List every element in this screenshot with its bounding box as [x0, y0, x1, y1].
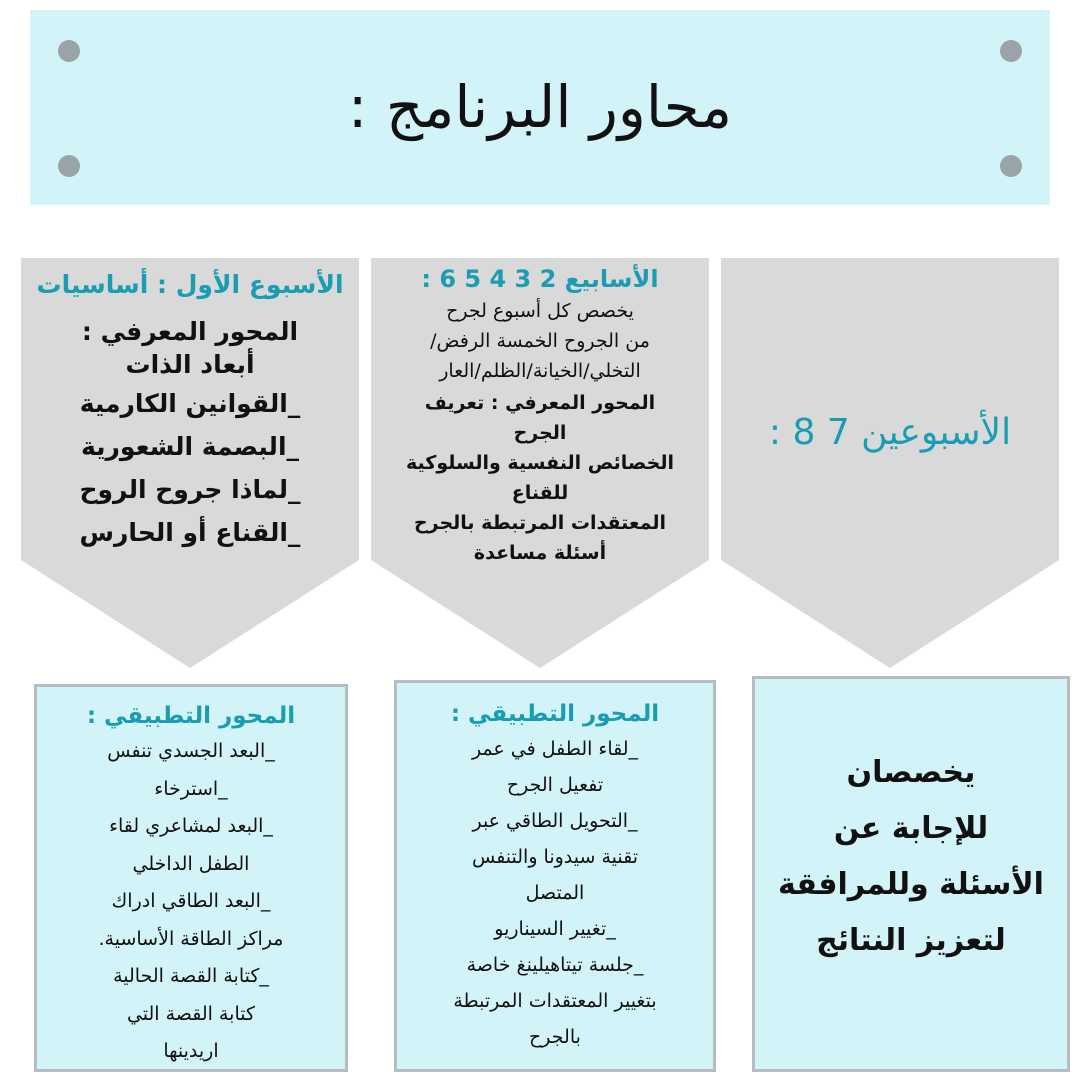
pin-icon — [58, 40, 80, 62]
week1-line: _البصمة الشعورية — [80, 432, 300, 461]
applied2-line: تفعيل الجرح — [506, 774, 604, 796]
week1-line: _القناع أو الحارس — [79, 518, 301, 547]
applied1-heading: المحور التطبيقي : — [86, 703, 296, 729]
header-banner — [30, 10, 1050, 205]
pin-icon — [1000, 40, 1022, 62]
weeks7to8-heading: الأسبوعين 7 8 : — [768, 412, 1012, 453]
applied1-line: _استرخاء — [154, 777, 228, 800]
week1-line: أبعاد الذات — [125, 350, 255, 379]
applied1-line: مراكز الطاقة الأساسية. — [98, 927, 284, 950]
applied2-line: المتصل — [525, 882, 585, 904]
applied-box-1 — [34, 684, 348, 1072]
final-line: لتعزيز النتائج — [816, 923, 1006, 958]
final-line: يخصصان — [846, 755, 976, 790]
pin-icon — [58, 155, 80, 177]
applied1-line: _البعد الجسدي تنفس — [107, 740, 275, 762]
weeks2to6-chevron — [371, 258, 709, 668]
weeks2to6-line: للقناع — [511, 482, 569, 504]
weeks2to6-line: الجرح — [513, 422, 567, 444]
week1-chevron — [21, 258, 359, 668]
weeks2to6-intro-line: من الجروح الخمسة الرفض/ — [430, 330, 650, 352]
applied2-heading: المحور التطبيقي : — [450, 701, 660, 727]
applied2-line: _جلسة تيتاهيلينغ خاصة — [466, 954, 644, 976]
applied1-line: _البعد الطاقي ادراك — [111, 890, 271, 912]
applied2-line: _لقاء الطفل في عمر — [471, 738, 639, 760]
page-title: محاور البرنامج : — [347, 73, 733, 141]
weeks2to6-intro-line: التخلي/الخيانة/الظلم/العار — [439, 360, 641, 382]
weeks7to8-content — [721, 408, 1059, 458]
applied2-line: _تغيير السيناريو — [494, 918, 616, 940]
applied1-line: _البعد لمشاعري لقاء — [109, 815, 273, 837]
week1-line: _القوانين الكارمية — [79, 389, 301, 418]
weeks2to6-line: المحور المعرفي : تعريف — [424, 392, 656, 414]
final-line: الأسئلة وللمرافقة — [778, 867, 1044, 902]
applied1-line: اريدينها — [163, 1040, 219, 1062]
chevron-shape — [721, 258, 1059, 668]
final-line: للإجابة عن — [833, 811, 989, 846]
weeks2to6-line: المعتقدات المرتبطة بالجرح — [413, 512, 667, 534]
applied2-line: بالجرح — [529, 1026, 581, 1048]
week1-line: _لماذا جروح الروح — [79, 475, 301, 504]
weeks2to6-line: أسئلة مساعدة — [473, 542, 607, 564]
weeks2to6-heading: الأسابيع 2 3 4 5 6 : — [421, 265, 659, 293]
applied1-line: كتابة القصة التي — [126, 1002, 256, 1025]
weeks2to6-content — [371, 262, 709, 568]
week1-heading: الأسبوع الأول : أساسيات — [36, 270, 344, 299]
applied1-line: الطفل الداخلي — [132, 852, 250, 875]
applied2-line: _التحويل الطاقي عبر — [472, 810, 638, 832]
pin-icon — [1000, 155, 1022, 177]
applied2-line: بتغيير المعتقدات المرتبطة — [453, 990, 657, 1012]
weeks2to6-line: الخصائص النفسية والسلوكية — [406, 452, 674, 474]
week1-line: المحور المعرفي : — [81, 317, 299, 346]
weeks2to6-intro-line: يخصص كل أسبوع لجرح — [446, 300, 634, 322]
weeks7to8-chevron — [721, 258, 1059, 668]
applied-box-2 — [394, 680, 716, 1072]
applied1-line: _كتابة القصة الحالية — [113, 965, 269, 987]
applied2-line: تقنية سيدونا والتنفس — [471, 846, 639, 868]
final-box — [752, 676, 1070, 1072]
week1-content — [21, 268, 359, 554]
